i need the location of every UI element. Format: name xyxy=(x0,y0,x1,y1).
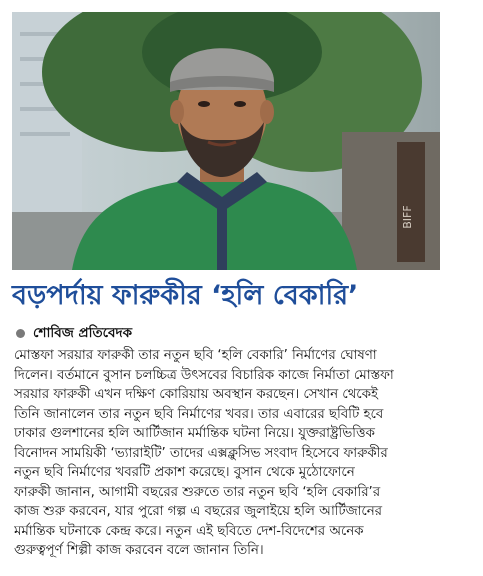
body-line: কাজ শুরু করবেন, যার পুরো গল্প এ বছরের জুলাইয়ে হলি আর্টিজানের xyxy=(14,504,382,519)
body-line: মোস্তফা সরয়ার ফারুকী তার নতুন ছবি ‘হলি বেকারি’ নির্মাণের ঘোষণা xyxy=(14,348,377,363)
body-line: বিনোদন সাময়িকী ‘ভ্যারাইটি’ তাদের এক্সক্লুসিভ সংবাদ হিসেবে ফারুকীর xyxy=(14,445,388,461)
byline-text: শোবিজ প্রতিবেদক xyxy=(33,325,133,341)
article-photo xyxy=(12,12,440,270)
biff-sign xyxy=(397,142,425,262)
body-line: নতুন ছবি নির্মাণের খবরটি প্রকাশ করেছে। বুসান থেকে মুঠোফোনে xyxy=(14,465,355,480)
byline xyxy=(16,324,132,342)
body-line: দিলেন। বর্তমানে বুসান চলচ্চিত্র উৎসবের বিচারিক কাজে নির্মাতা মোস্তফা xyxy=(14,367,394,383)
body-line: মর্মান্তিক ঘটনাকে কেন্দ্র করে। নতুন এই ছবিতে দেশ-বিদেশের অনেক xyxy=(14,523,364,539)
sign-text: BIFF xyxy=(401,205,414,229)
article-body xyxy=(14,346,476,561)
body-line: ফারুকী জানান, আগামী বছরের শুরুতে তার নতুন ছবি ‘হলি বেকারি’র xyxy=(14,484,381,500)
headline: বড়পর্দায় ফারুকীর ‘হলি বেকারি’ xyxy=(12,280,359,311)
body-line: গুরুত্বপূর্ণ শিল্পী কাজ করবেন বলে জানান তিনি। xyxy=(14,543,264,558)
body-line: ঢাকার গুলশানের হলি আর্টিজান মর্মান্তিক ঘটনা নিয়ে। যুক্তরাষ্ট্রভিত্তিক xyxy=(14,426,375,441)
bullet-icon xyxy=(16,329,25,338)
portrait-image xyxy=(12,12,440,270)
body-line: সরয়ার ফারুকী এখন দক্ষিণ কোরিয়ায় অবস্থান করছেন। সেখান থেকেই xyxy=(14,387,378,402)
body-line: তিনি জানালেন তার নতুন ছবি নির্মাণের খবর। তার এবারের ছবিটি হবে xyxy=(14,406,384,422)
